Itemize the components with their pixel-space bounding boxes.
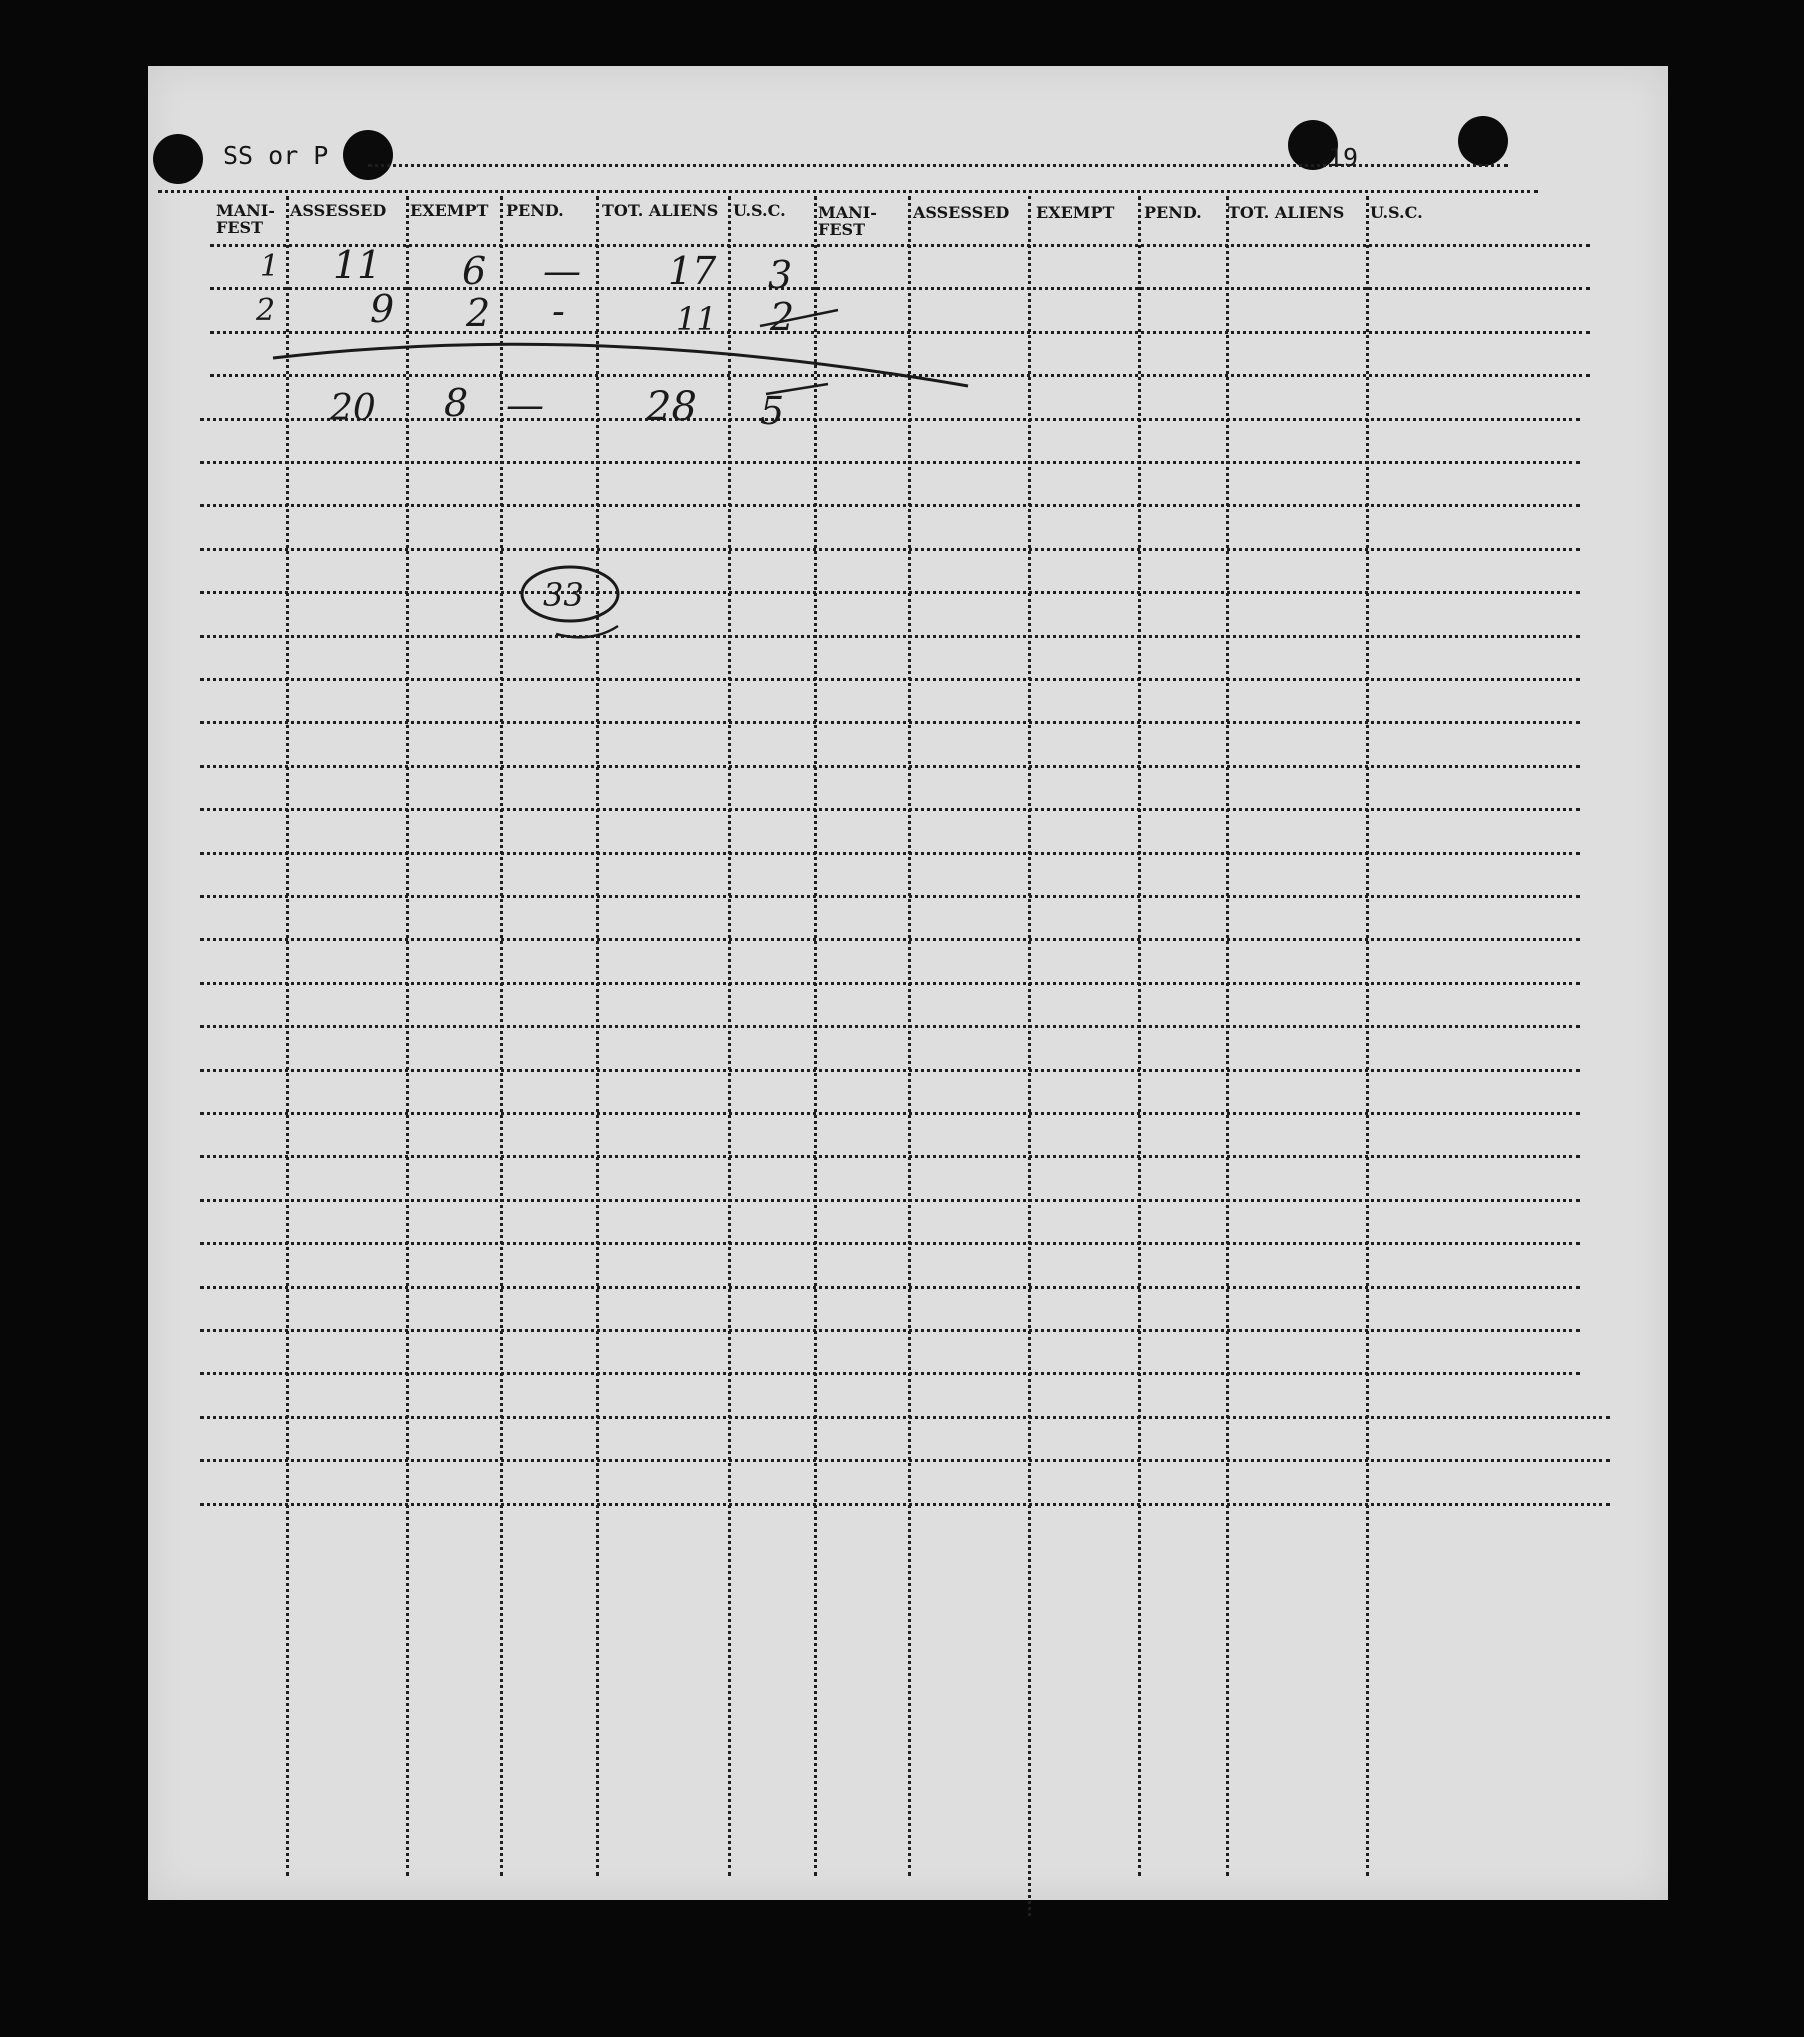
hw-r1-tot-aliens: 17	[668, 249, 717, 293]
col-assessed-right: ASSESSED	[913, 203, 1010, 222]
hw-r1-assessed: 11	[333, 243, 382, 287]
col-exempt-right: EXEMPT	[1036, 203, 1115, 222]
hw-total-tot-aliens: 28	[646, 384, 697, 430]
hw-r1-usc: 3	[768, 253, 793, 297]
hw-r2-usc: 2	[770, 295, 795, 339]
hw-r2-pend: -	[552, 289, 565, 333]
hw-total-exempt: 8	[444, 381, 469, 425]
col-usc-right: U.S.C.	[1370, 203, 1423, 222]
hw-total-pend: —	[506, 383, 544, 427]
hw-total-assessed: 20	[330, 388, 376, 429]
col-assessed-left: ASSESSED	[290, 201, 387, 220]
hw-r2-manifest: 2	[256, 293, 276, 328]
col-usc-left: U.S.C.	[733, 201, 786, 220]
hw-circled-number: 33	[543, 576, 584, 614]
col-manifest-right: MANI- FEST	[818, 203, 877, 239]
handwritten-ink-strokes	[148, 66, 1668, 1900]
col-pend-right: PEND.	[1144, 203, 1202, 222]
hw-r2-assessed: 9	[370, 287, 395, 331]
hw-r1-pend: —	[543, 249, 581, 293]
form-sheet	[148, 66, 1668, 1900]
hw-total-usc: 5	[760, 389, 785, 433]
ss-or-port-label: SS or P	[223, 141, 329, 170]
col-manifest-left: MANI- FEST	[216, 201, 275, 237]
col-tot-aliens-left: TOT. ALIENS	[602, 201, 719, 220]
hw-r2-exempt: 2	[466, 291, 491, 335]
year-label: 19	[1328, 143, 1359, 172]
col-exempt-left: EXEMPT	[410, 201, 489, 220]
hw-r1-exempt: 6	[462, 249, 487, 293]
hw-r2-tot-aliens: 11	[676, 300, 717, 338]
hw-r1-manifest: 1	[260, 249, 280, 284]
col-pend-left: PEND.	[506, 201, 564, 220]
col-tot-aliens-right: TOT. ALIENS	[1228, 203, 1345, 222]
